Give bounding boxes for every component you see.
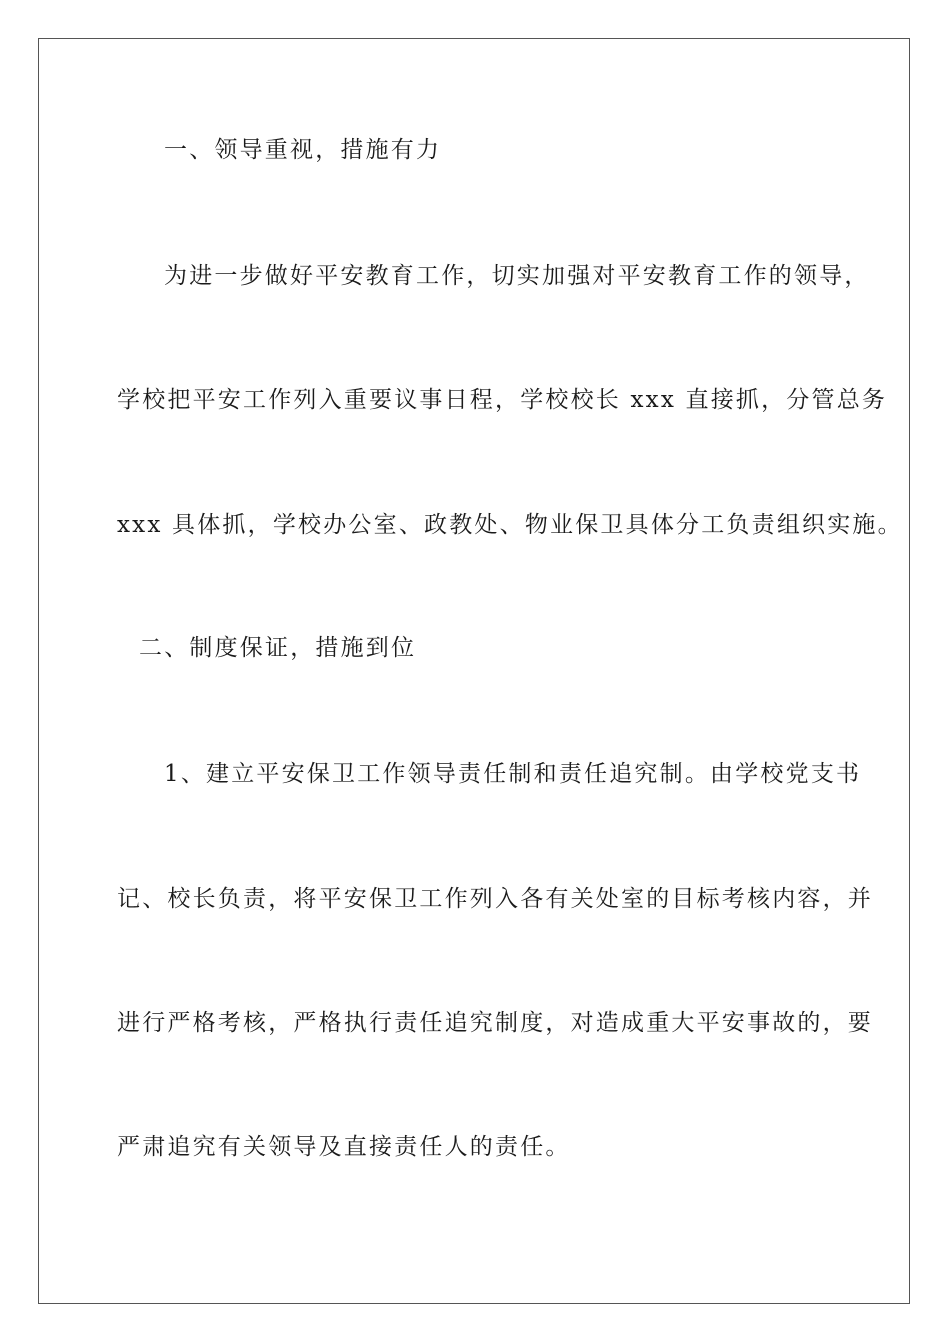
section-heading-1: 一、领导重视，措施有力	[164, 137, 442, 163]
paragraph-line: xxx 具体抓，学校办公室、政教处、物业保卫具体分工负责组织实施。	[117, 512, 903, 538]
paragraph-line: 1、建立平安保卫工作领导责任制和责任追究制。由学校党支书	[164, 761, 862, 787]
page-border	[38, 38, 910, 1304]
paragraph-line: 记、校长负责，将平安保卫工作列入各有关处室的目标考核内容，并	[117, 886, 873, 912]
paragraph-line: 为进一步做好平安教育工作，切实加强对平安教育工作的领导，	[164, 263, 870, 289]
section-heading-2: 二、制度保证，措施到位	[139, 635, 417, 661]
paragraph-line: 学校把平安工作列入重要议事日程，学校校长 xxx 直接抓，分管总务	[117, 387, 888, 413]
paragraph-line: 严肃追究有关领导及直接责任人的责任。	[117, 1134, 571, 1160]
paragraph-line: 进行严格考核，严格执行责任追究制度，对造成重大平安事故的，要	[117, 1010, 873, 1036]
